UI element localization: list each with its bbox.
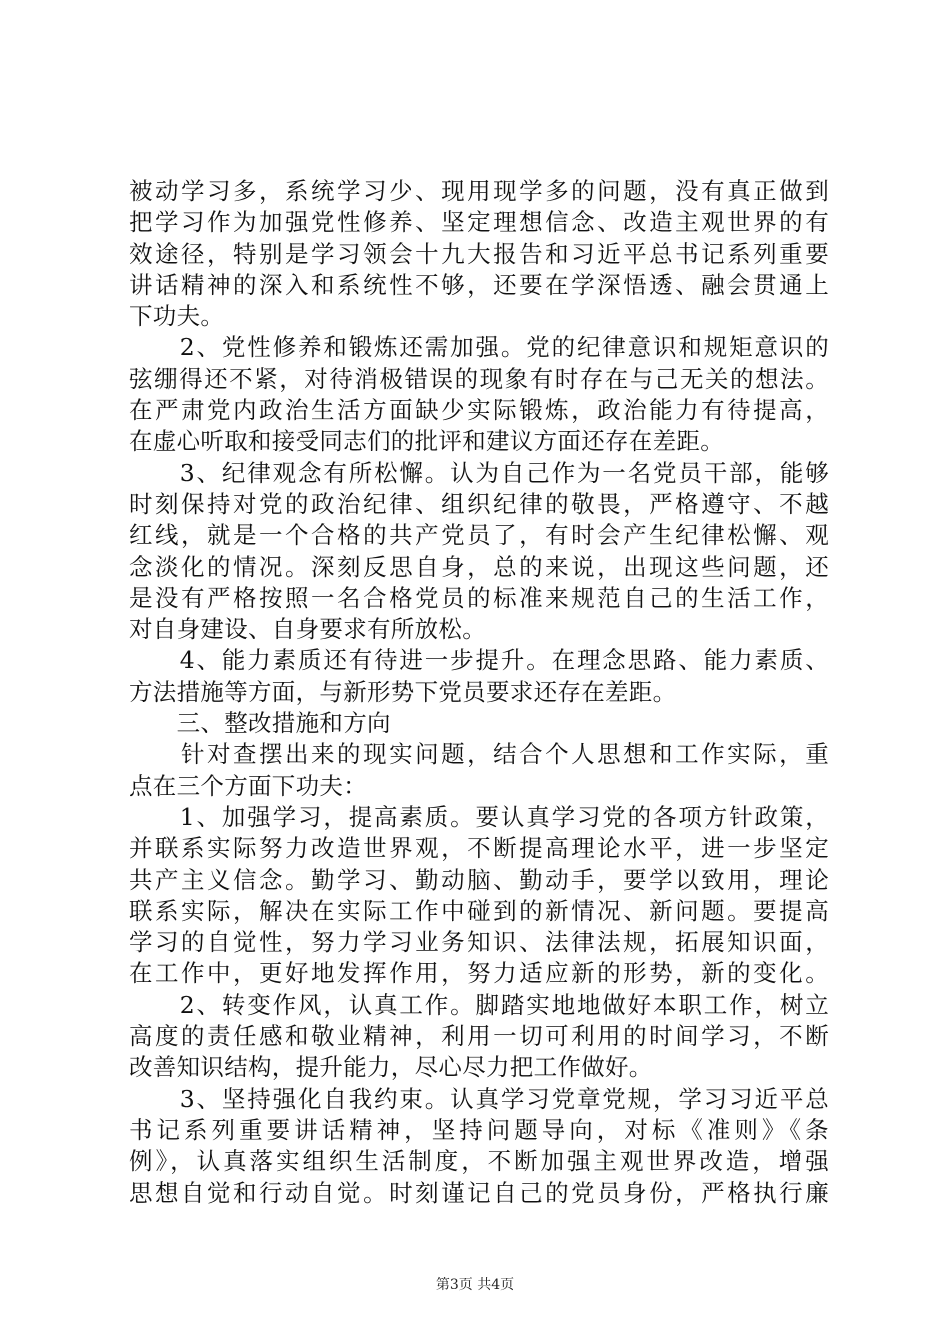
text-line: 3、纪律观念有所松懈。认为自己作为一名党员干部，能够 xyxy=(129,458,829,487)
page-number-footer: 第3页 共4页 xyxy=(435,1277,515,1293)
text-line: 红线，就是一个合格的共产党员了，有时会产生纪律松懈、观 xyxy=(129,521,829,550)
text-line: 时刻保持对党的政治纪律、组织纪律的敬畏，严格遵守、不越 xyxy=(129,489,829,518)
text-line: 在严肃党内政治生活方面缺少实际锻炼，政治能力有待提高， xyxy=(129,396,829,425)
text-line: 学习的自觉性，努力学习业务知识、法律法规，拓展知识面， xyxy=(129,928,829,957)
text-line: 对自身建设、自身要求有所放松。 xyxy=(129,615,486,644)
text-line: 书记系列重要讲话精神，坚持问题导向，对标《准则》《条 xyxy=(129,1115,829,1144)
section-heading: 三、整改措施和方向 xyxy=(129,709,391,738)
text-line: 联系实际，解决在实际工作中碰到的新情况、新问题。要提高 xyxy=(129,896,829,925)
text-line: 高度的责任感和敬业精神，利用一切可利用的时间学习，不断 xyxy=(129,1022,829,1051)
text-line: 3、坚持强化自我约束。认真学习党章党规，学习习近平总 xyxy=(129,1084,829,1113)
text-line: 讲话精神的深入和系统性不够，还要在学深悟透、融会贯通上 xyxy=(129,270,829,299)
text-line: 1、加强学习，提高素质。要认真学习党的各项方针政策， xyxy=(129,802,829,831)
text-line: 例》，认真落实组织生活制度，不断加强主观世界改造，增强 xyxy=(129,1147,829,1176)
text-line: 是没有严格按照一名合格党员的标准来规范自己的生活工作， xyxy=(129,583,829,612)
text-line: 把学习作为加强党性修养、坚定理想信念、改造主观世界的有 xyxy=(129,208,829,237)
text-line: 弦绷得还不紧，对待消极错误的现象有时存在与己无关的想法。 xyxy=(129,364,829,393)
text-line: 方法措施等方面，与新形势下党员要求还存在差距。 xyxy=(129,677,677,706)
text-line: 思想自觉和行动自觉。时刻谨记自己的党员身份，严格执行廉 xyxy=(129,1178,829,1207)
text-line: 在工作中，更好地发挥作用，努力适应新的形势，新的变化。 xyxy=(129,959,829,988)
text-line: 4、能力素质还有待进一步提升。在理念思路、能力素质、 xyxy=(129,646,829,675)
text-line: 2、党性修养和锻炼还需加强。党的纪律意识和规矩意识的 xyxy=(129,333,829,362)
text-line: 2、转变作风，认真工作。脚踏实地地做好本职工作，树立 xyxy=(129,990,829,1019)
text-line: 在虚心听取和接受同志们的批评和建议方面还存在差距。 xyxy=(129,427,724,456)
text-line: 改善知识结构，提升能力，尽心尽力把工作做好。 xyxy=(129,1053,653,1082)
text-line: 并联系实际努力改造世界观，不断提高理论水平，进一步坚定 xyxy=(129,834,829,863)
text-line: 念淡化的情况。深刻反思自身，总的来说，出现这些问题，还 xyxy=(129,552,829,581)
text-line: 效途径，特别是学习领会十九大报告和习近平总书记系列重要 xyxy=(129,239,829,268)
text-line: 针对查摆出来的现实问题，结合个人思想和工作实际，重 xyxy=(129,740,829,769)
text-line: 被动学习多，系统学习少、现用现学多的问题，没有真正做到 xyxy=(129,177,829,205)
text-line: 下功夫。 xyxy=(129,302,225,331)
text-line: 共产主义信念。勤学习、勤动脑、勤动手，要学以致用，理论 xyxy=(129,865,829,894)
text-line: 点在三个方面下功夫： xyxy=(129,771,367,800)
body-text xyxy=(129,176,829,1209)
